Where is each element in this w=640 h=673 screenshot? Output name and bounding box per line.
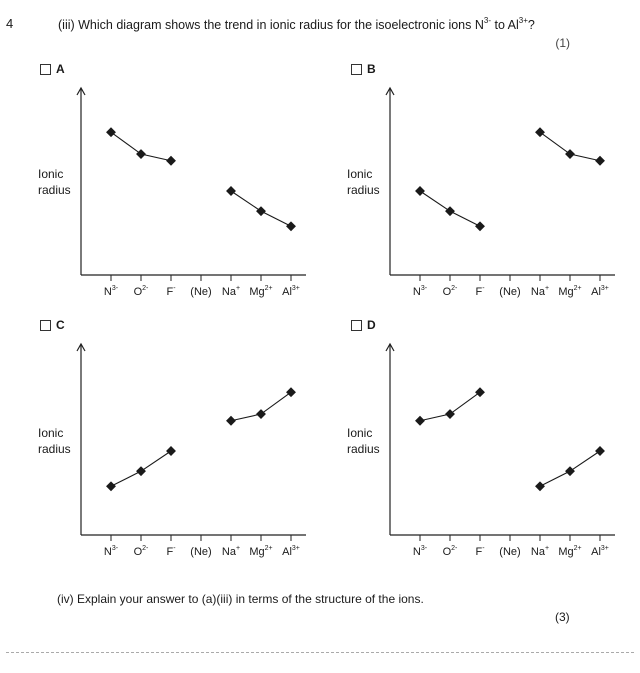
chart-d-data-point (475, 387, 485, 397)
chart-c-data-point (106, 481, 116, 491)
chart-c-data-point (136, 466, 146, 476)
chart-d-tick-label: Na+ (530, 545, 550, 558)
question-sup-al: 3+ (518, 16, 528, 25)
answer-line (6, 652, 634, 653)
chart-a-data-point (256, 206, 266, 216)
chart-c-tick-label: Na+ (221, 545, 241, 558)
chart-a-ylabel-line2: radius (38, 183, 71, 197)
question-suffix: ? (527, 18, 535, 32)
chart-b-tick-label: $Al^{3+}$ (591, 285, 609, 298)
chart-d-data-point (445, 409, 455, 419)
chart-d-tick-label: $N^{3-}$ (412, 545, 428, 558)
chart-b-data-point (415, 186, 425, 196)
chart-d-tick-label: (Ne) (499, 546, 521, 558)
chart-b-ylabel-line1: Ionic (347, 167, 373, 181)
option-d-label: D (367, 318, 376, 332)
part-iv-marks: (3) (555, 610, 570, 624)
question-number: 4 (6, 16, 14, 31)
chart-d-tick-label: F- (475, 545, 485, 558)
chart-c-tick-label: $O^{2-}$ (133, 545, 149, 558)
chart-a-data-point (136, 149, 146, 159)
chart-b-tick-label: (Ne) (499, 286, 521, 298)
chart-b-tick-label: $O^{2-}$ (442, 285, 458, 298)
chart-b-tick-label: Na+ (530, 285, 550, 298)
chart-d-ylabel-line2: radius (347, 442, 380, 456)
question-sup-n: 3- (483, 16, 491, 25)
chart-b-data-point (535, 127, 545, 137)
chart-d-ylabel-line1: Ionic (347, 426, 373, 440)
chart-a-data-point (286, 221, 296, 231)
chart-a-tick-label: $N^{3-}$ (103, 285, 119, 298)
chart-d-data-point (565, 466, 575, 476)
chart-b-data-point (445, 206, 455, 216)
chart-a-tick-label: F- (166, 285, 176, 298)
chart-c-data-point (256, 409, 266, 419)
option-b-label: B (367, 62, 376, 76)
chart-d-tick-label: $Mg^{2+}$ (558, 545, 582, 558)
chart-c-tick-label: F- (166, 545, 176, 558)
chart-c-tick-label: $Al^{3+}$ (282, 545, 300, 558)
chart-c-ylabel-line2: radius (38, 442, 71, 456)
chart-b-tick-label: $N^{3-}$ (412, 285, 428, 298)
chart-d-data-point (415, 416, 425, 426)
option-c-label: C (56, 318, 65, 332)
chart-c-data-point (166, 446, 176, 456)
chart-c-data-point (226, 416, 236, 426)
chart-a-ylabel-line1: Ionic (38, 167, 64, 181)
question-middle: to Al (491, 18, 519, 32)
question-marks: (1) (555, 36, 570, 50)
chart-a-tick-label: $O^{2-}$ (133, 285, 149, 298)
question-prefix: (iii) Which diagram shows the trend in ionic radius for the isoelectronic ions N (58, 18, 484, 32)
chart-a-tick-label: (Ne) (190, 286, 212, 298)
chart-a-data-point (106, 127, 116, 137)
chart-a-tick-label: Na+ (221, 285, 241, 298)
chart-b-data-point (595, 156, 605, 166)
chart-c-tick-label: $N^{3-}$ (103, 545, 119, 558)
chart-b-tick-label: $Mg^{2+}$ (558, 285, 582, 298)
chart-d-tick-label: $O^{2-}$ (442, 545, 458, 558)
chart-d-tick-label: $Al^{3+}$ (591, 545, 609, 558)
part-iv-question: (iv) Explain your answer to (a)(iii) in terms of the structure of the ions. (57, 592, 424, 606)
chart-d-data-point (595, 446, 605, 456)
chart-b-tick-label: F- (475, 285, 485, 298)
chart-a-tick-label: $Mg^{2+}$ (249, 285, 273, 298)
chart-c-data-point (286, 387, 296, 397)
chart-a-data-point (166, 156, 176, 166)
chart-c-tick-label: (Ne) (190, 546, 212, 558)
chart-b-ylabel-line2: radius (347, 183, 380, 197)
chart-d-data-point (535, 481, 545, 491)
chart-c-ylabel-line1: Ionic (38, 426, 64, 440)
option-a-label: A (56, 62, 65, 76)
chart-a-data-point (226, 186, 236, 196)
chart-b-data-point (565, 149, 575, 159)
chart-b-data-point (475, 221, 485, 231)
chart-a-tick-label: $Al^{3+}$ (282, 285, 300, 298)
chart-c-tick-label: $Mg^{2+}$ (249, 545, 273, 558)
